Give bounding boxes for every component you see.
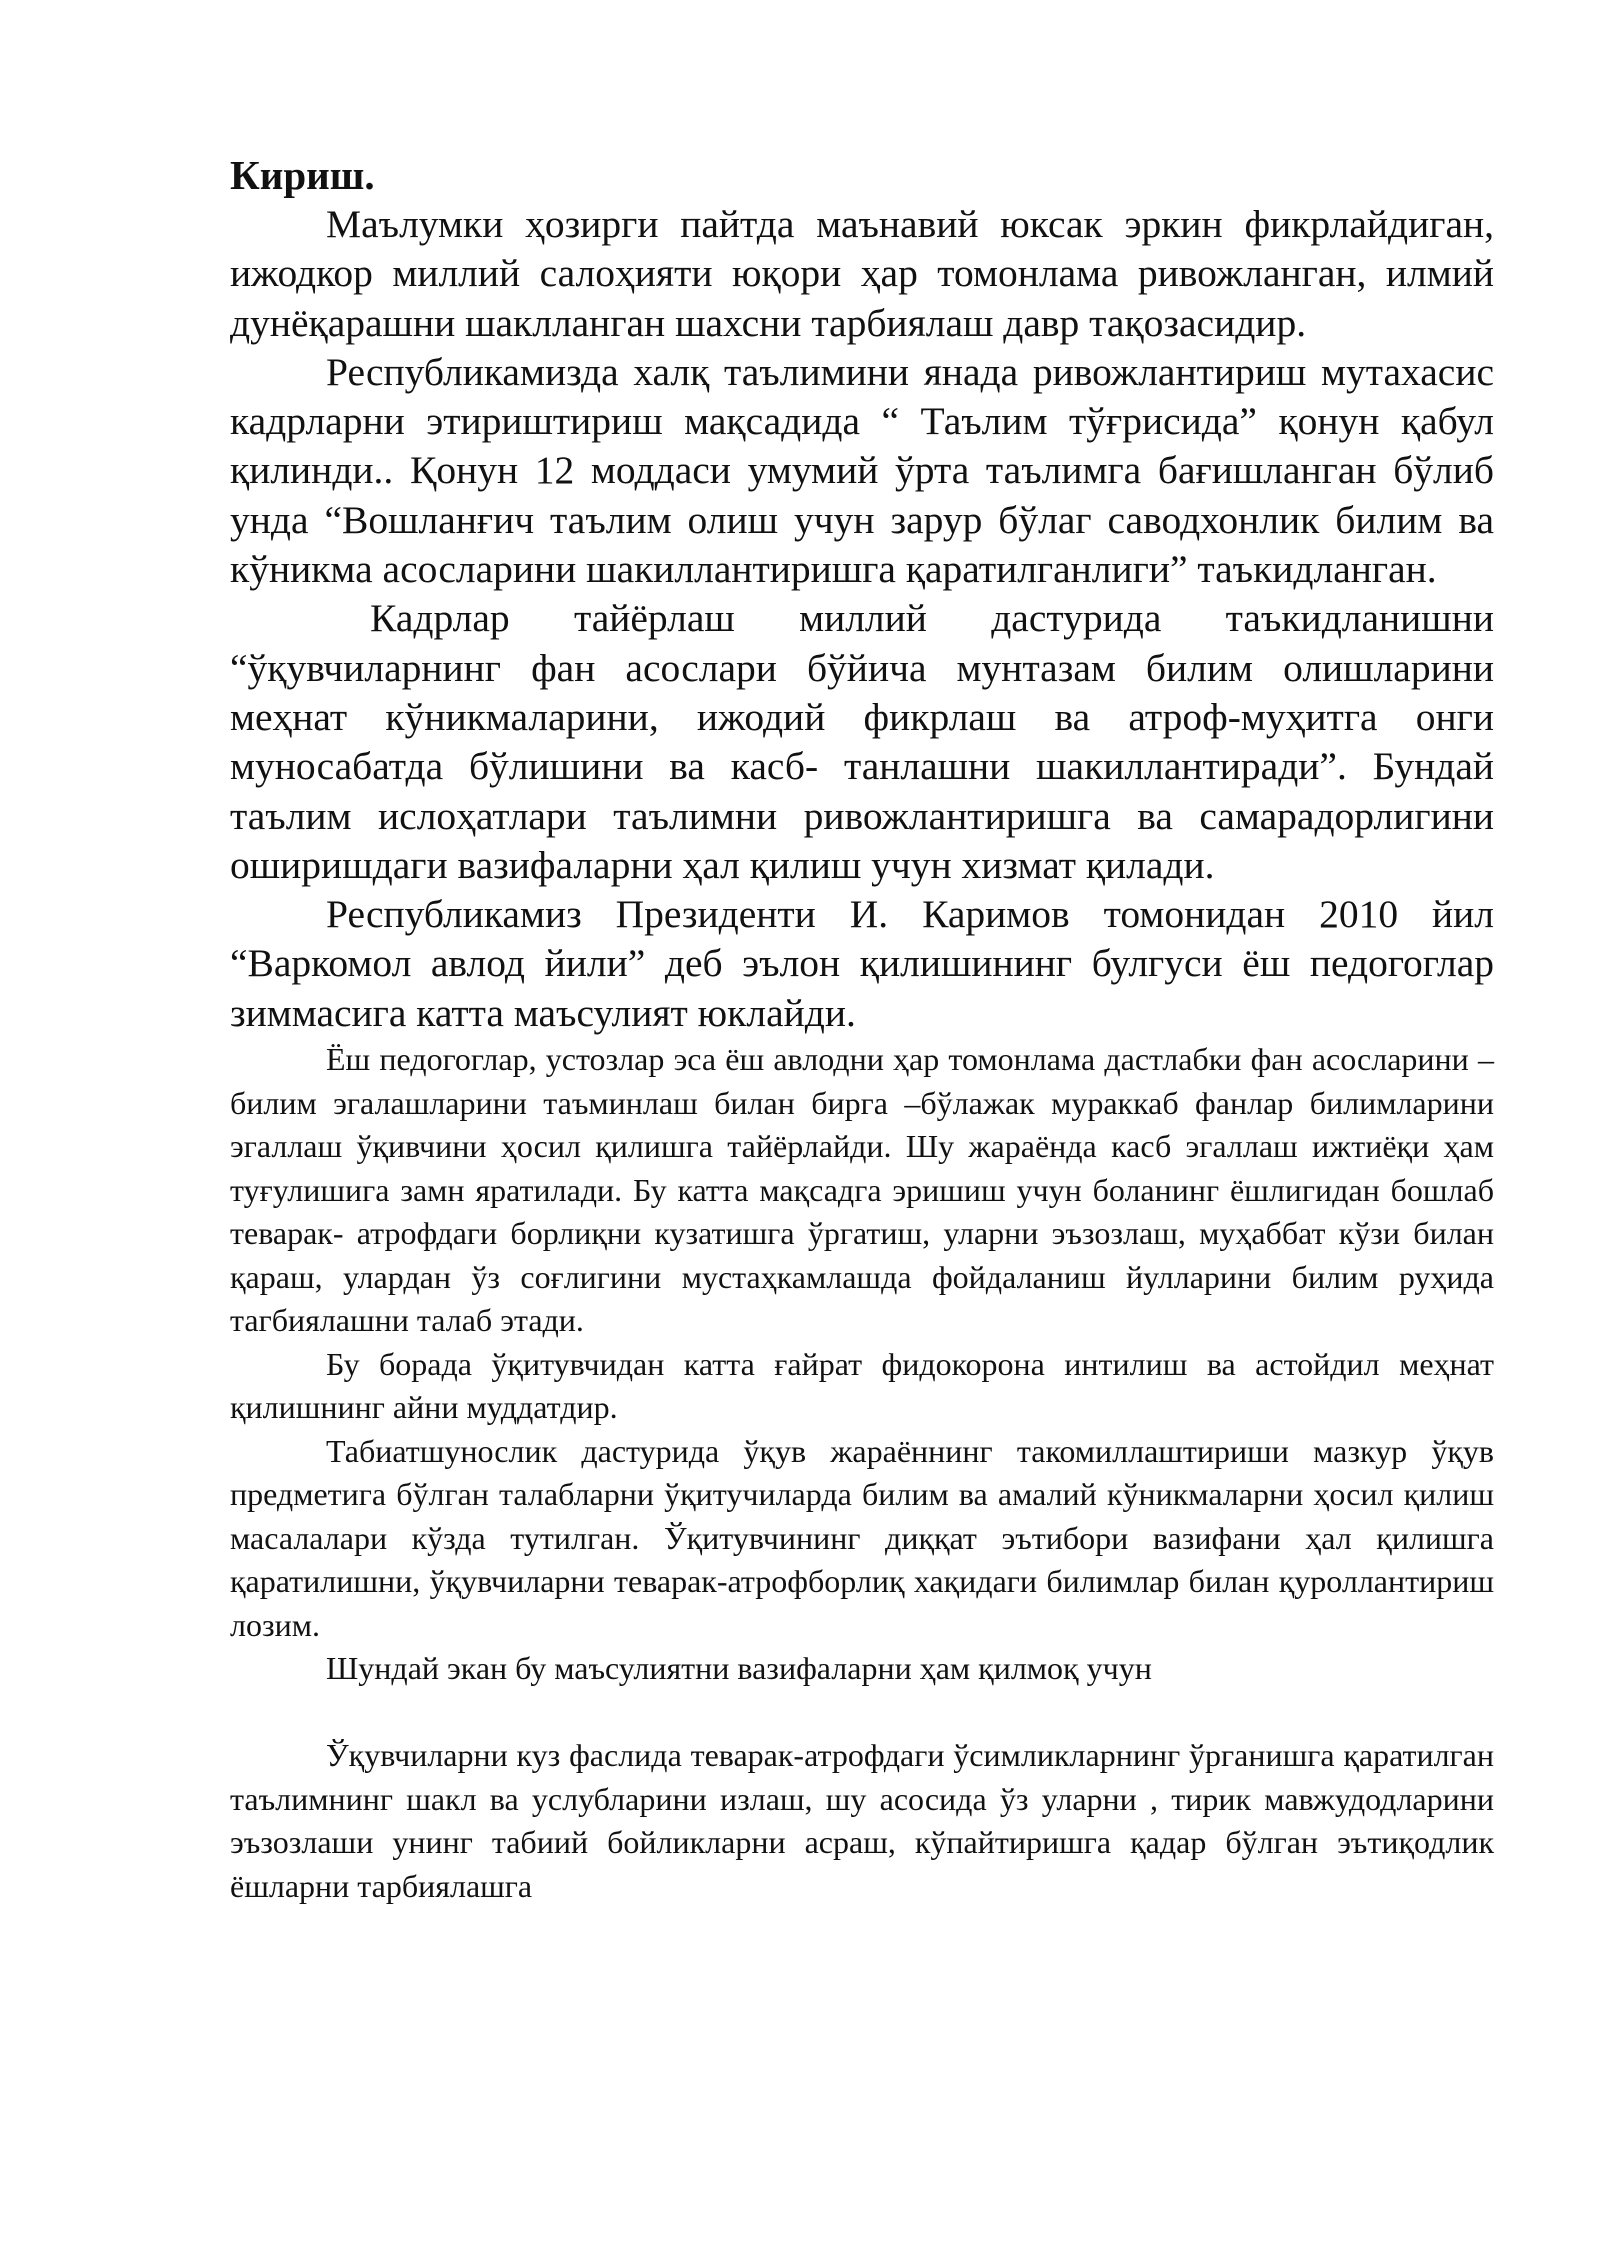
paragraph-president-year: Республикамиз Президенти И. Каримов томонидан 2010 йил “Варкомол авлод йили” деб эълон қилишининг булгуси ёш педогоглар зиммасига катта маъсулият юклайди.	[230, 892, 1494, 1035]
paragraph-intro: Маълумки ҳозирги пайтда маънавий юксак эркин фикрлайдиган, ижодкор миллий салоҳияти юқори ҳар томонлама ривожланган, илмий дунёқарашни шаклланган шахсни тарбиялаш давр тақозасидир.	[230, 202, 1494, 345]
blank-line	[230, 1691, 1494, 1735]
paragraph-natural-science: Табиатшунослик дастурида ўқув жараённинг такомиллаштириши мазкур ўқув предметига бўлган талабларни ўқитучиларда билим ва амалий кўникмаларни ҳосил қилиш масалалари кўзда тутилган. Ўқитувчининг диққат эътибори вазифани ҳал қилишга қаратилишни, ўқувчиларни теварак-атрофборлиқ хақидаги билимлар билан қуроллантириш лозим.	[230, 1432, 1494, 1643]
paragraph-autumn-plants: Ўқувчиларни куз фаслида теварак-атрофдаги ўсимликларнинг ўрганишга қаратилган таълимнинг шакл ва услубларини излаш, шу асосида ўз уларни , тирик мавжудодларини эъзозлаши унинг табиий бойликларни асраш, кўпайтиришга қадар бўлган эътиқодлик ёшларни тарбиялашга	[230, 1737, 1494, 1904]
paragraph-young-teachers: Ёш педогоглар, устозлар эса ёш авлодни ҳар томонлама дастлабки фан асосларини –билим эгалашларини таъминлаш билан бирга –бўлажак мураккаб фанлар билимларини эгаллаш ўқивчини ҳосил қилишга тайёрлайди. Шу жараёнда касб эгаллаш ижтиёқи ҳам туғулишига замн яратилади. Бу катта мақсадга эришиш учун боланинг ёшлигидан бошлаб теварак- атрофдаги борлиқни кузатишга ўргатиш, уларни эъзозлаш, муҳаббат кўзи билан қараш, улардан ўз соғлигини мустаҳкамлашда фойдаланиш йулларини билим руҳида тагбиялашни талаб этади.	[230, 1041, 1494, 1339]
document-body	[230, 150, 1494, 1908]
paragraph-cadre-program: Кадрлар тайёрлаш миллий дастурида таъкидланишни “ўқувчиларнинг фан асослари бўйича мунтазам билим олишларини меҳнат кўникмаларини, ижодий фикрлаш ва атроф-муҳитга онги муносабатда бўлишини ва касб- танлашни шакиллантиради”. Бундай таълим ислоҳатлари таълимни ривожлантиришга ва самарадорлигини оширишдаги вазифаларни ҳал қилиш учун хизмат қилади.	[230, 596, 1494, 887]
paragraph-teacher-effort: Бу борада ўқитувчидан катта ғайрат фидокорона интилиш ва астойдил меҳнат қилишнинг айни муддатдир.	[230, 1345, 1494, 1426]
paragraph-education-law: Республикамизда халқ таълимини янада ривожлантириш мутахасис кадрларни этириштириш мақсадида “ Таълим тўғрисида” қонун қабул қилинди.. Қонун 12 моддаси умумий ўрта таълимга бағишланган бўлиб унда “Вошланғич таълим олиш учун зарур бўлаг саводхонлик билим ва кўникма асосларини шакиллантиришга қаратилганлиги” таъкидланган.	[230, 349, 1494, 592]
section-heading: Кириш.	[230, 152, 375, 198]
paragraph-responsibility: Шундай экан бу маъсулиятни вазифаларни ҳам қилмоқ учун	[326, 1650, 1152, 1687]
